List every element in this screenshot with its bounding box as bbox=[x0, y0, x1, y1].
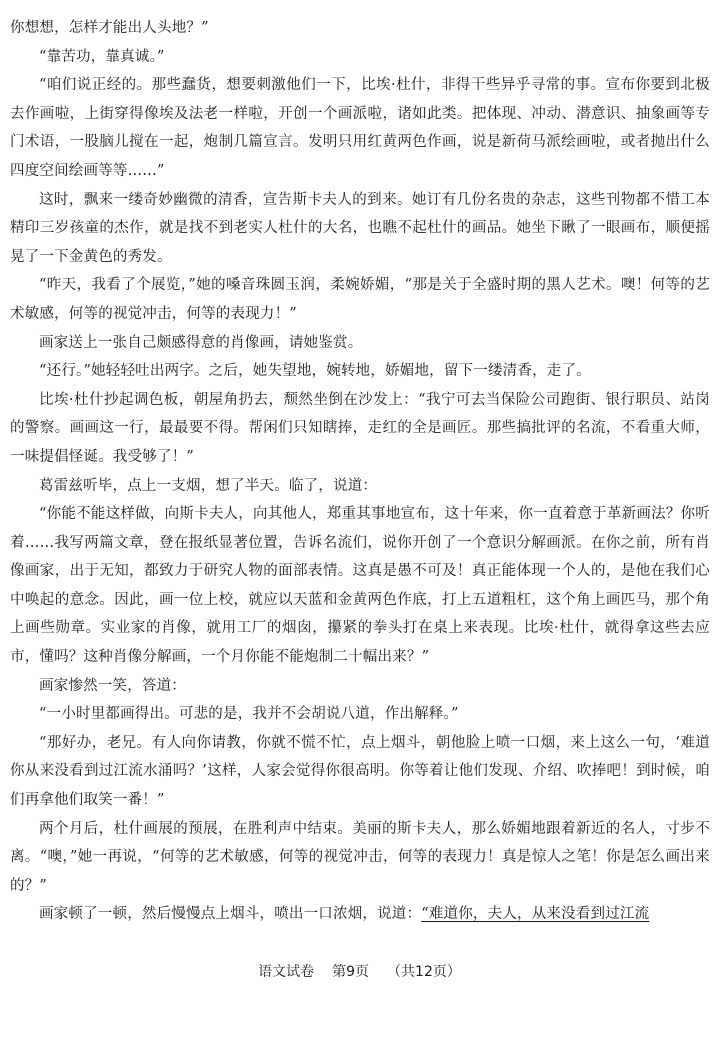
paragraph-14: 两个月后，杜什画展的预展，在胜利声中结束。美丽的斯卡夫人，那么娇媚地跟着新近的名人，寸步不离。“噢，”她一再说，“何等的艺术敏感，何等的视觉冲击，何等的表现力！真是惊人之笔！你是怎么画出来的？” bbox=[10, 820, 710, 894]
page-footer bbox=[0, 962, 719, 982]
footer-subject: 语文试卷 bbox=[258, 964, 315, 980]
paragraph-13: “那好办，老兄。有人向你请教，你就不慌不忙，点上烟斗，朝他脸上喷一口烟，来上这么一句，‘难道你从来没看到过江流水涌吗？’这样，人家会觉得你很高明。你等着让他们发现、介绍、吹捧吧！到时候，咱们再拿他们取笑一番！” bbox=[10, 734, 710, 809]
paragraph-12: “一小时里都画得出。可悲的是，我并不会胡说八道，作出解释。” bbox=[39, 706, 459, 723]
paragraph-6: 画家送上一张自己颇感得意的肖像画，请她鉴赏。 bbox=[39, 334, 363, 351]
paragraph-1: 你想想，怎样才能出人头地？” bbox=[10, 20, 209, 36]
paragraph-7: “还行。”她轻轻吐出两字。之后，她失望地，婉转地，娇媚地，留下一缕清香，走了。 bbox=[39, 363, 591, 380]
paragraph-8: 比埃·杜什抄起调色板，朝屋角扔去，颓然坐倒在沙发上：“我宁可去当保险公司跑街、银行职员、站岗的警察。画画这一行，最最要不得。帮闲们只知瞎捧，走红的全是画匠。那些搞批评的名流，不看重大师，一味提倡怪诞。我受够了！” bbox=[10, 391, 710, 465]
paragraph-10: “你能不能这样做，向斯卡夫人，向其他人，郑重其事地宣布，这十年来，你一直着意于革新画法？你听着……我写两篇文章，登在报纸显著位置，告诉名流们，说你开创了一个意识分解画派。在你之前，所有肖像画家，出于无知，都致力于研究人物的面部表情。这真是愚不可及！真正能体现一个人的，是他在我们心中唤起的意念。因此，画一位上校，就应以天蓝和金黄两色作底，打上五道粗杠，这个角上画匹马，那个角上画些勋章。实业家的肖像，就用工厂的烟囱，攥紧的拳头打在桌上来表现。比埃·杜什，就得拿这些去应市，懂吗？这种肖像分解画，一个月你能不能炮制二十幅出来？” bbox=[10, 506, 710, 666]
underlined-sentence: “难道你，夫人，从来没看到过江流 bbox=[421, 906, 650, 923]
paragraph-15 bbox=[10, 900, 710, 929]
footer-page-number: 第9页 bbox=[332, 964, 370, 980]
article-body bbox=[10, 14, 710, 929]
paragraph-11: 画家惨然一笑，答道： bbox=[39, 677, 186, 694]
paragraph-5: “昨天，我看了个展览，”她的嗓音珠圆玉润，柔婉娇媚，“那是关于全盛时期的黑人艺术。噢！何等的艺术敏感，何等的视觉冲击，何等的表现力！” bbox=[10, 277, 710, 322]
footer-total-pages: （共12页） bbox=[387, 964, 461, 980]
paragraph-15-text: 画家顿了一顿，然后慢慢点上烟斗，喷出一口浓烟，说道： bbox=[39, 906, 422, 923]
paragraph-9: 葛雷兹听毕，点上一支烟，想了半天。临了，说道： bbox=[39, 477, 378, 494]
paragraph-4: 这时，飘来一缕奇妙幽微的清香，宣告斯卡夫人的到来。她订有几份名贵的杂志，这些刊物都不惜工本精印三岁孩童的杰作，就是找不到老实人杜什的大名，也瞧不起杜什的画品。她坐下瞅了一眼画布，顺便摇晃了一下金黄色的秀发。 bbox=[10, 191, 710, 265]
paragraph-3: “咱们说正经的。那些蠢货，想要刺激他们一下，比埃·杜什，非得干些异乎寻常的事。宣布你要到北极去作画啦，上街穿得像埃及法老一样啦，开创一个画派啦，诸如此类。把体现、冲动、潜意识、抽象画等专门术语，一股脑儿搅在一起，炮制几篇宣言。发明只用红黄两色作画，说是新荷马派绘画啦，或者抛出什么四度空间绘画等等……” bbox=[10, 77, 710, 179]
paragraph-2: “靠苦功，靠真诚。” bbox=[39, 48, 165, 65]
